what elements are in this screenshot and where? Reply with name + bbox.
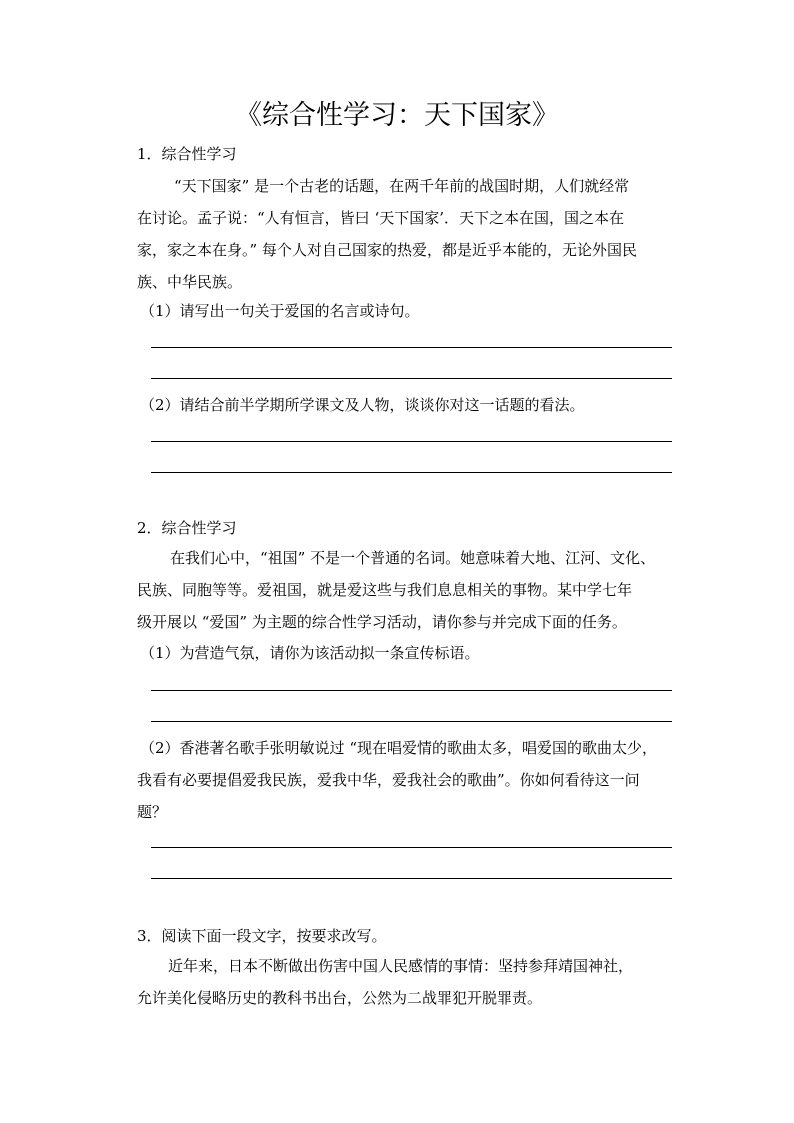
q3-passage-line: 允许美化侵略历史的教科书出台，公然为二战罪犯开脱罪责。 (137, 989, 543, 1007)
q2-passage-line: 级开展以 “爱国” 为主题的综合性学习活动，请你参与并完成下面的任务。 (137, 613, 627, 631)
answer-line[interactable] (151, 378, 672, 379)
q1-subquestion-1: （1）请写出一句关于爱国的名言或诗句。 (140, 302, 420, 320)
q2-heading: 2．综合性学习 (137, 519, 237, 537)
q2-passage-line: 在我们心中，“祖国” 不是一个普通的名词。她意味着大地、江河、文化、 (170, 549, 656, 567)
q2-subquestion-2-line: 我看有必要提倡爱我民族，爱我中华，爱我社会的歌曲”。你如何看待这一问 (137, 771, 640, 789)
q1-passage-line: 在讨论。孟子说：“人有恒言，皆曰 ‘天下国家’．天下之本在国，国之本在 (137, 209, 624, 227)
q1-passage-line: “天下国家” 是一个古老的话题，在两千年前的战国时期，人们就经常 (174, 177, 630, 195)
q2-passage (137, 542, 677, 638)
answer-line[interactable] (151, 690, 672, 691)
q1-subquestion-2: （2）请结合前半学期所学课文及人物，谈谈你对这一话题的看法。 (140, 396, 585, 414)
q1-heading: 1．综合性学习 (137, 145, 237, 163)
answer-line[interactable] (151, 441, 672, 442)
q3-heading: 3．阅读下面一段文字，按要求改写。 (137, 927, 387, 945)
answer-line[interactable] (151, 347, 672, 348)
q3-passage (137, 950, 677, 1014)
q2-subquestion-2-line: （2）香港著名歌手张明敏说过 “现在唱爱情的歌曲太多，唱爱国的歌曲太少， (140, 739, 657, 757)
q2-passage-line: 民族、同胞等等。爱祖国，就是爱这些与我们息息相关的事物。某中学七年 (137, 581, 633, 599)
page-title: 《综合性学习：天下国家》 (235, 100, 559, 131)
q1-passage-line: 家，家之本在身。” 每个人对自己国家的热爱，都是近乎本能的，无论外国民 (137, 241, 637, 259)
q2-subquestion-2 (137, 732, 677, 828)
q2-subquestion-1: （1）为营造气氛，请你为该活动拟一条宣传标语。 (140, 644, 480, 662)
q1-passage-line: 族、中华民族。 (137, 273, 243, 291)
q1-passage (137, 170, 677, 298)
answer-line[interactable] (151, 878, 672, 879)
answer-line[interactable] (151, 721, 672, 722)
answer-line[interactable] (151, 472, 672, 473)
q3-passage-line: 近年来，日本不断做出伤害中国人民感情的事情：坚持参拜靖国神社， (168, 957, 634, 975)
q2-subquestion-2-line: 题？ (137, 803, 168, 821)
answer-line[interactable] (151, 847, 672, 848)
